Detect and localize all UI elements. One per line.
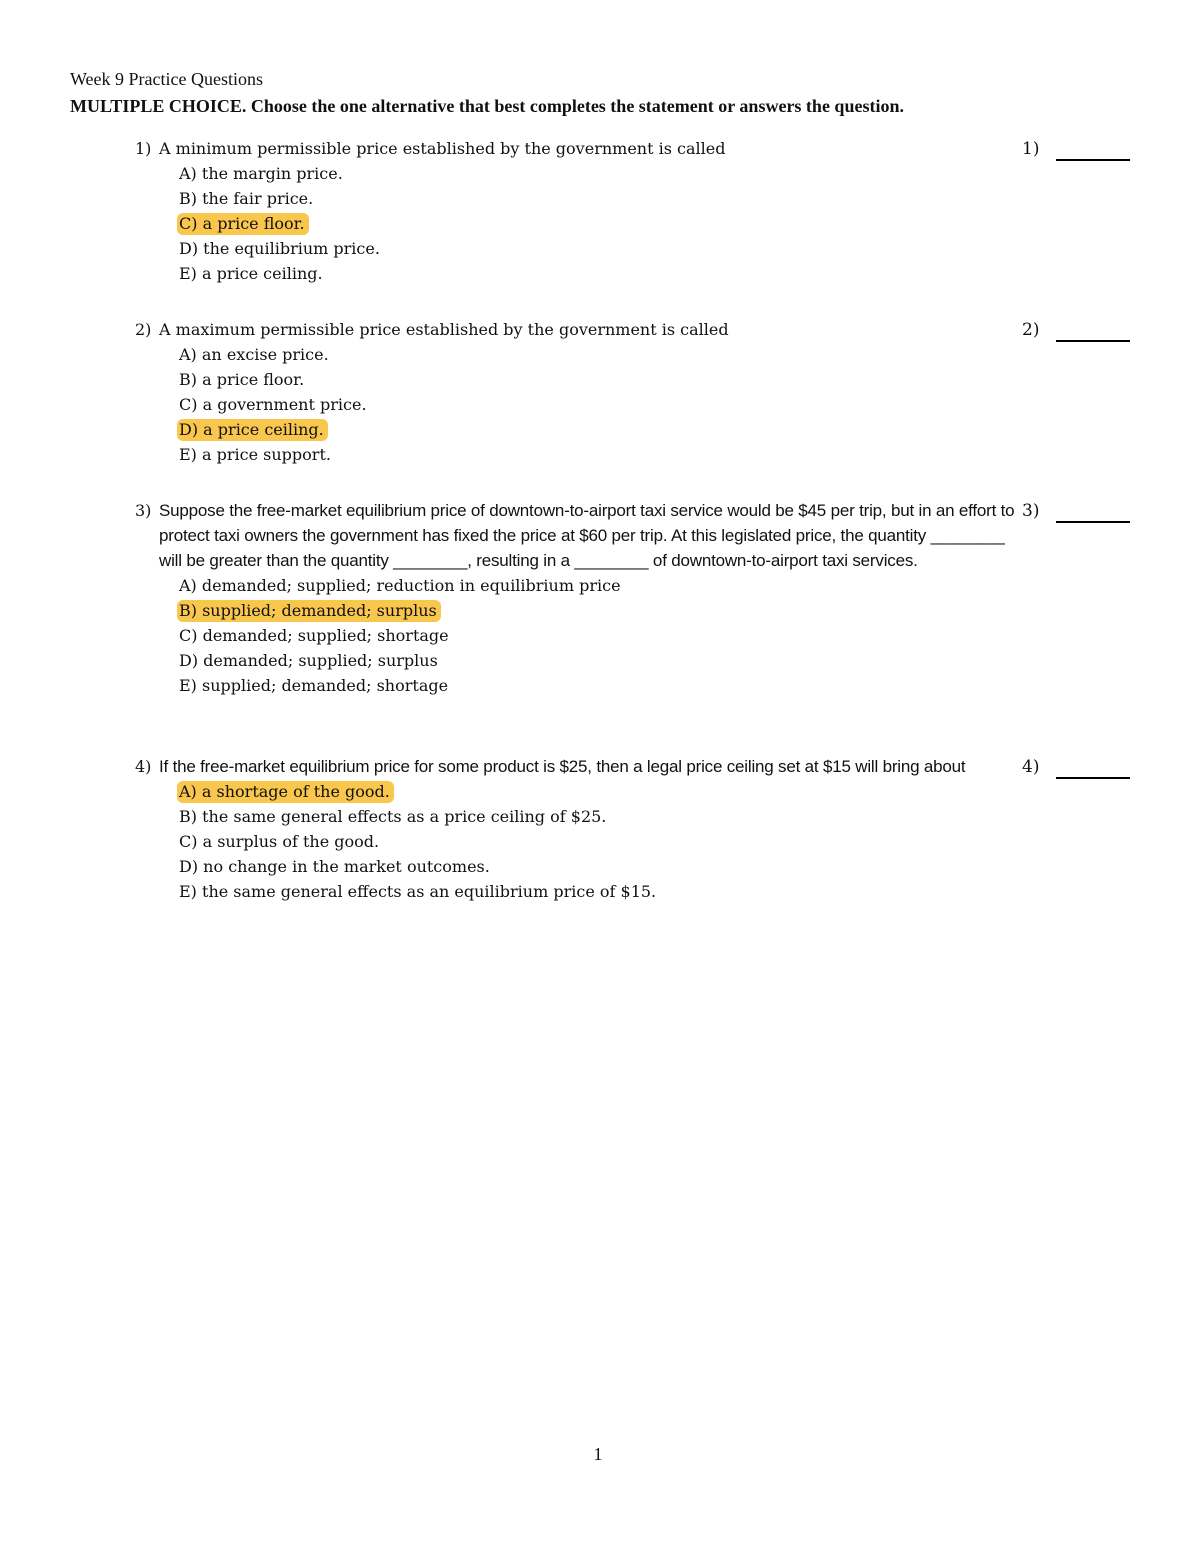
- question-stem: Suppose the free-market equilibrium price of downtown-to-airport taxi service would be $45 per trip, but in an effort to protect taxi owners the government has fixed the price at $60 per trip. At this legislated price, the quantity ________ will be greater than the quantity ________, resulting in a ________ of downtown-to-airport taxi services.: [159, 501, 1015, 570]
- option-letter: D): [179, 420, 199, 439]
- question-text: [135, 317, 1015, 342]
- option-text: supplied; demanded; shortage: [202, 676, 449, 695]
- question-stem: A minimum permissible price established by the government is called: [159, 139, 726, 158]
- option-c-highlighted[interactable]: [179, 211, 1015, 236]
- option-b[interactable]: [179, 186, 1015, 211]
- question-number: 2): [135, 320, 152, 339]
- option-text: the fair price.: [202, 189, 314, 208]
- option-e[interactable]: [179, 673, 1015, 698]
- option-letter: E): [179, 882, 197, 901]
- option-letter: D): [179, 651, 199, 670]
- option-d-highlighted[interactable]: [179, 417, 1015, 442]
- question-2: [135, 317, 1015, 467]
- option-d[interactable]: [179, 854, 1015, 879]
- option-d[interactable]: [179, 236, 1015, 261]
- answer-number: 3): [1022, 501, 1040, 521]
- page-number: 1: [593, 1444, 603, 1464]
- option-a[interactable]: [179, 161, 1015, 186]
- option-list: [179, 342, 1015, 467]
- option-letter: E): [179, 676, 197, 695]
- option-letter: D): [179, 239, 199, 258]
- option-text: demanded; supplied; shortage: [202, 626, 449, 645]
- option-letter: A): [179, 782, 197, 801]
- option-a-highlighted[interactable]: [179, 779, 1015, 804]
- option-text: supplied; demanded; surplus: [202, 601, 437, 620]
- option-c[interactable]: [179, 623, 1015, 648]
- question-text: [135, 498, 1015, 573]
- option-text: no change in the market outcomes.: [203, 857, 490, 876]
- option-text: a price support.: [202, 445, 331, 464]
- option-letter: E): [179, 264, 197, 283]
- option-letter: B): [179, 601, 197, 620]
- option-e[interactable]: [179, 261, 1015, 286]
- option-letter: A): [179, 345, 197, 364]
- option-a[interactable]: [179, 342, 1015, 367]
- option-text: the margin price.: [201, 164, 343, 183]
- option-text: the same general effects as a price ceiling of $25.: [202, 807, 607, 826]
- option-text: a price ceiling.: [203, 420, 324, 439]
- option-b[interactable]: [179, 367, 1015, 392]
- option-letter: C): [179, 626, 198, 645]
- question-text: [135, 136, 1015, 161]
- option-text: the equilibrium price.: [203, 239, 380, 258]
- option-letter: C): [179, 214, 198, 233]
- option-text: demanded; supplied; reduction in equilibrium price: [201, 576, 621, 595]
- option-list: [179, 573, 1015, 698]
- answer-blank-line[interactable]: [1056, 340, 1130, 342]
- option-text: a price floor.: [202, 214, 305, 233]
- option-letter: B): [179, 189, 197, 208]
- option-text: an excise price.: [201, 345, 329, 364]
- option-letter: D): [179, 857, 199, 876]
- option-c[interactable]: [179, 392, 1015, 417]
- answer-blank-line[interactable]: [1056, 521, 1130, 523]
- question-1: [135, 136, 1015, 286]
- answer-slot-2[interactable]: [1022, 318, 1132, 346]
- option-b-highlighted[interactable]: [179, 598, 1015, 623]
- question-stem: A maximum permissible price established by the government is called: [159, 320, 729, 339]
- answer-slot-4[interactable]: [1022, 755, 1132, 783]
- option-b[interactable]: [179, 804, 1015, 829]
- question-4: [135, 754, 1015, 904]
- answer-slot-3[interactable]: [1022, 499, 1132, 527]
- question-number: 3): [135, 501, 152, 520]
- option-e[interactable]: [179, 442, 1015, 467]
- option-text: a price floor.: [202, 370, 305, 389]
- option-text: a surplus of the good.: [202, 832, 380, 851]
- option-list: [179, 161, 1015, 286]
- option-text: the same general effects as an equilibrium price of $15.: [202, 882, 657, 901]
- option-letter: B): [179, 370, 197, 389]
- answer-number: 1): [1022, 139, 1040, 159]
- option-text: demanded; supplied; surplus: [203, 651, 438, 670]
- answer-blank-line[interactable]: [1056, 159, 1130, 161]
- option-letter: A): [179, 576, 197, 595]
- option-text: a price ceiling.: [202, 264, 323, 283]
- option-text: a shortage of the good.: [201, 782, 390, 801]
- option-e[interactable]: [179, 879, 1015, 904]
- question-number: 4): [135, 757, 152, 776]
- option-letter: C): [179, 395, 198, 414]
- option-list: [179, 779, 1015, 904]
- answer-number: 2): [1022, 320, 1040, 340]
- option-letter: E): [179, 445, 197, 464]
- answer-slot-1[interactable]: [1022, 137, 1132, 165]
- question-3: [135, 498, 1015, 698]
- answer-blank-line[interactable]: [1056, 777, 1130, 779]
- option-letter: C): [179, 832, 198, 851]
- answer-number: 4): [1022, 757, 1040, 777]
- option-a[interactable]: [179, 573, 1015, 598]
- option-d[interactable]: [179, 648, 1015, 673]
- question-text: [135, 754, 1015, 779]
- page-title: Week 9 Practice Questions: [70, 69, 263, 89]
- option-c[interactable]: [179, 829, 1015, 854]
- option-letter: B): [179, 807, 197, 826]
- option-letter: A): [179, 164, 197, 183]
- option-text: a government price.: [202, 395, 367, 414]
- instructions: MULTIPLE CHOICE. Choose the one alternative that best completes the statement or answers the question.: [70, 96, 904, 116]
- question-number: 1): [135, 139, 152, 158]
- question-stem: If the free-market equilibrium price for some product is $25, then a legal price ceiling set at $15 will bring about: [159, 757, 966, 776]
